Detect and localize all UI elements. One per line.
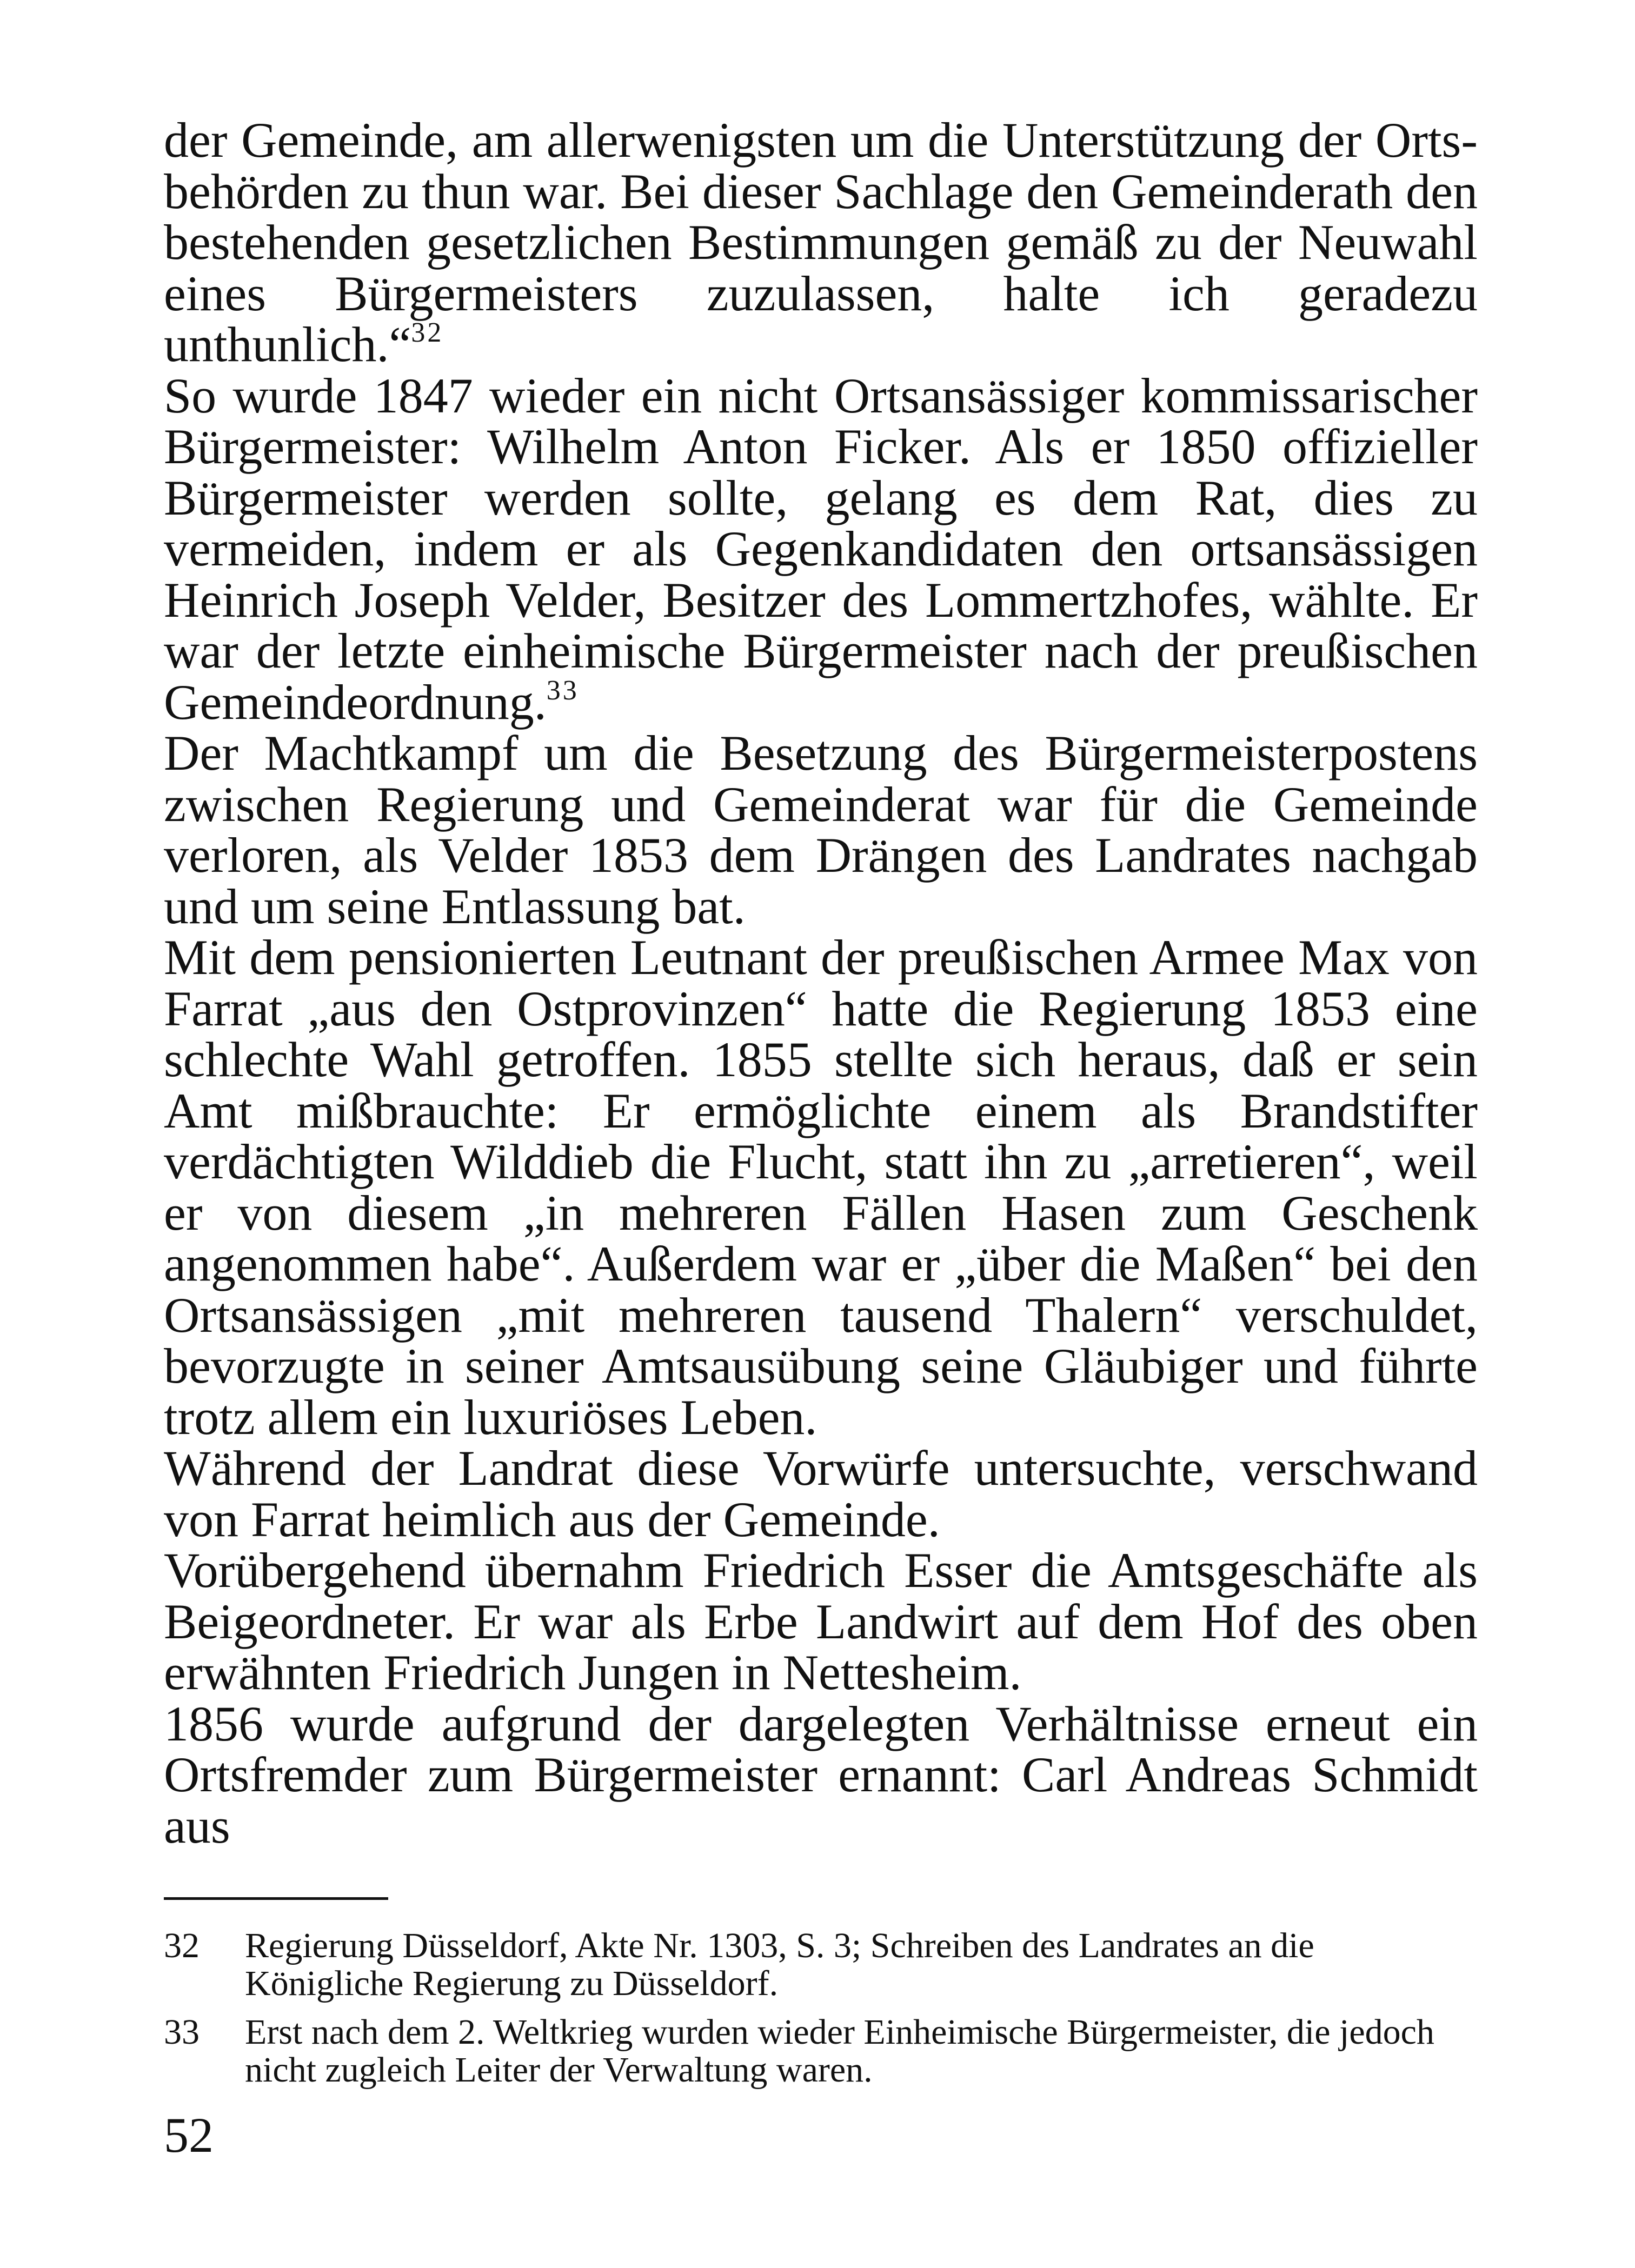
- paragraph: 1856 wurde aufgrund der dargelegten Verhältnisse erneut ein Ortsfremder zum Bürgermeister ernannt: Carl Andreas Schmidt aus: [164, 1696, 1478, 1853]
- paragraph: Mit dem pensionierten Leutnant der preußischen Armee Max von Farrat „aus den Ostprovinzen“ hatte die Regierung 1853 eine schlechte Wahl getroffen. 1855 stellte sich heraus, daß er sein Amt mißbrauchte: Er ermöglichte einem als Brandstifter verdächtigten Wilddieb die Flucht, statt ihn zu „arretieren“, weil er von diesem „in mehreren Fällen Hasen zum Geschenk angenommen habe“. Außerdem war er „über die Maßen“ bei den Ortsansässigen „mit mehreren tausend Thalern“ verschuldet, bevorzugte in seiner Amtsausübung seine Gläubiger und führte trotz allem ein luxuriöses Leben.: [164, 930, 1478, 1445]
- footnote-item: [164, 1927, 1478, 2003]
- page-number: 52: [164, 2107, 214, 2163]
- footnote-divider: [164, 1897, 388, 1900]
- footnote-number: 33: [164, 2012, 200, 2052]
- paragraph: der Gemeinde, am allerwenigsten um die Unterstützung der Ortsbehörden zu thun war. Bei dieser Sachlage den Gemeinderath den bestehenden gesetzlichen Bestimmungen gemäß zu der Neuwahl eines Bürgermeisters zuzulassen, halte ich geradezu unthunlich.“$^{32}$: [164, 112, 1478, 372]
- paragraph: Während der Landrat diese Vorwürfe untersuchte, verschwand von Farrat heimlich aus der Gemeinde.: [164, 1440, 1478, 1547]
- footnote-reference: 32: [411, 317, 444, 348]
- footnote-item: [164, 2013, 1478, 2089]
- footnote-text: Erst nach dem 2. Weltkrieg wurden wieder Einheimische Bürgermeister, die jedoch nicht zugleich Leiter der Verwaltung waren.: [245, 2012, 1434, 2090]
- footnotes: [164, 1927, 1478, 2100]
- main-text: [164, 112, 1478, 1853]
- footnote-text: Regierung Düsseldorf, Akte Nr. 1303, S. 3; Schreiben des Landrates an die Königliche Regierung zu Düsseldorf.: [245, 1926, 1314, 2003]
- paragraph: So wurde 1847 wieder ein nicht Ortsansässiger kommissarischer Bürgermeister: Wilhelm Anton Ficker. Als er 1850 offizieller Bürgermeister werden sollte, gelang es dem Rat, dies zu vermeiden, indem er als Gegenkandidaten den ortsansässigen Heinrich Joseph Velder, Besitzer des Lommertzhofes, wählte. Er war der letzte einheimische Bürgermeister nach der preußischen Gemeindeordnung.$^{33}$: [164, 368, 1478, 730]
- paragraph: Vorübergehend übernahm Friedrich Esser die Amtsgeschäfte als Beigeordneter. Er war als Erbe Landwirt auf dem Hof des oben erwähnten Friedrich Jungen in Nettesheim.: [164, 1543, 1478, 1700]
- paragraph: Der Machtkampf um die Besetzung des Bürgermeisterpostens zwischen Regierung und Gemeinderat war für die Gemeinde verloren, als Velder 1853 dem Drängen des Landrates nachgab und um seine Entlassung bat.: [164, 725, 1478, 934]
- footnote-number: 32: [164, 1926, 200, 1965]
- footnote-reference: 33: [546, 675, 579, 706]
